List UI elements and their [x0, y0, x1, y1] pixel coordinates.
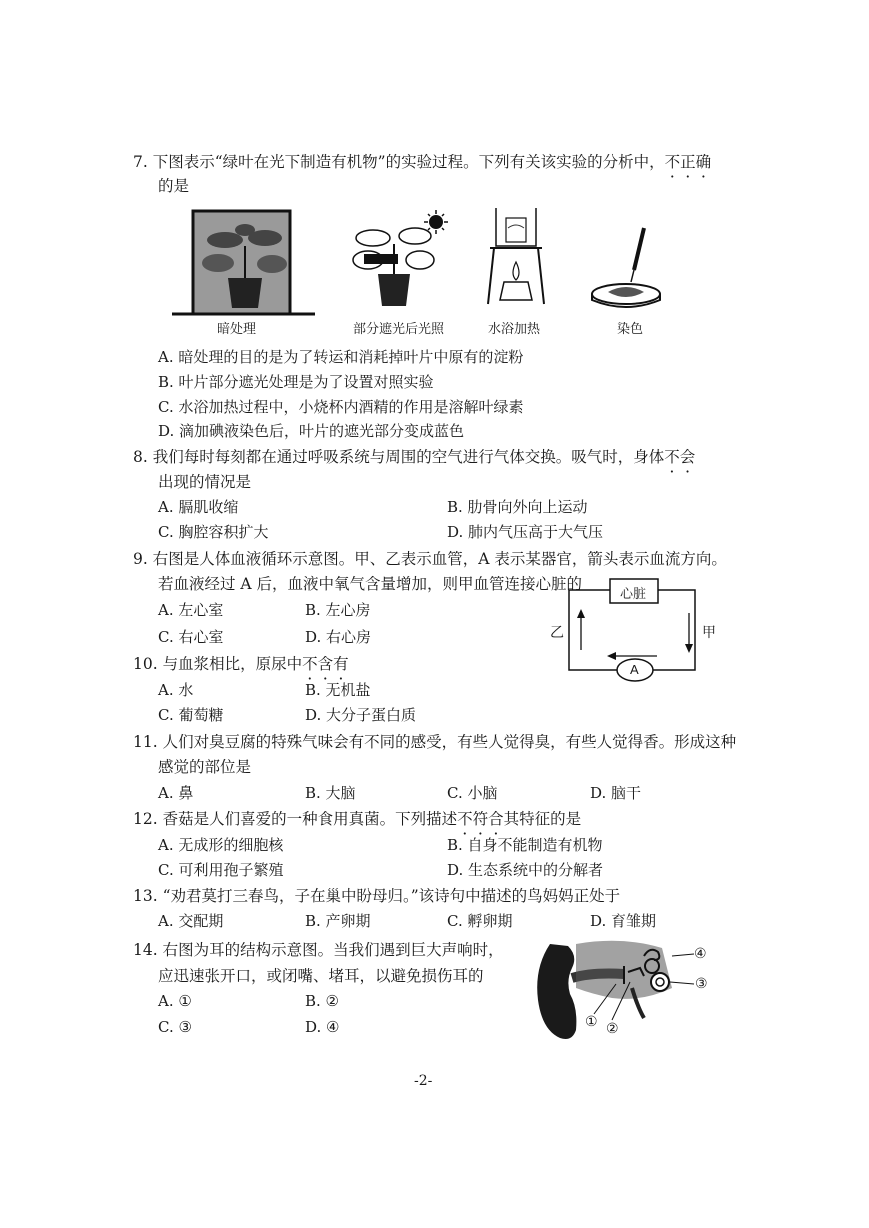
caption-partial-shading: 部分遮光后光照	[353, 322, 445, 337]
q11-option-a: A. 鼻	[158, 784, 194, 802]
ear-label-2: ②	[606, 1021, 619, 1037]
q10-option-b: B. 无机盐	[305, 681, 371, 699]
q9-option-a: A. 左心室	[158, 601, 224, 619]
q7-option-b: B. 叶片部分遮光处理是为了设置对照实验	[158, 373, 434, 391]
q11-option-b: B. 大脑	[305, 784, 356, 802]
q7-option-c: C. 水浴加热过程中，小烧杯内酒精的作用是溶解叶绿素	[158, 398, 524, 416]
q12-option-d: D. 生态系统中的分解者	[447, 861, 604, 879]
ear-label-4: ④	[694, 946, 707, 962]
q13-stem: 13. “劝君莫打三春鸟，子在巢中盼母归。”该诗句中描述的鸟妈妈正处于	[133, 887, 621, 905]
q10-stem: 10. 与血浆相比，原尿中不含有	[133, 655, 349, 673]
ear-label-3: ③	[695, 976, 708, 992]
q9-stem-2: 若血液经过 A 后，血液中氧气含量增加，则甲血管连接心脏的	[158, 575, 583, 593]
q8-option-c: C. 胸腔容积扩大	[158, 523, 269, 541]
q7-stem-2: 的是	[158, 177, 190, 195]
page-number: -2-	[414, 1073, 433, 1089]
partial-shading-figure	[338, 208, 458, 313]
q11-stem: 11. 人们对臭豆腐的特殊气味会有不同的感受，有些人觉得臭，有些人觉得香。形成这种	[133, 733, 737, 751]
dark-treatment-figure	[170, 208, 320, 318]
ear-structure-figure	[532, 938, 720, 1042]
q10-option-a: A. 水	[158, 681, 194, 699]
q13-option-a: A. 交配期	[158, 912, 224, 930]
caption-staining: 染色	[617, 322, 644, 337]
q14-option-c: C. ③	[158, 1018, 192, 1036]
q13-option-b: B. 产卵期	[305, 912, 371, 930]
q9-stem: 9. 右图是人体血液循环示意图。甲、乙表示血管，A 表示某器官，箭头表示血流方向。	[133, 550, 727, 568]
q13-option-d: D. 育雏期	[590, 912, 657, 930]
q7-option-d: D. 滴加碘液染色后，叶片的遮光部分变成蓝色	[158, 422, 465, 440]
heart-label: 心脏	[620, 587, 647, 602]
q11-stem-2: 感觉的部位是	[158, 758, 252, 776]
organ-a-label: A	[630, 662, 639, 677]
q12-stem: 12. 香菇是人们喜爱的一种食用真菌。下列描述不符合其特征的是	[133, 810, 582, 828]
staining-figure	[588, 224, 668, 309]
q12-option-a: A. 无成形的细胞核	[158, 836, 284, 854]
q10-option-c: C. 葡萄糖	[158, 706, 224, 724]
q13-option-c: C. 孵卵期	[447, 912, 513, 930]
q12-option-b: B. 自身不能制造有机物	[447, 836, 603, 854]
q7-option-a: A. 暗处理的目的是为了转运和消耗掉叶片中原有的淀粉	[158, 348, 524, 366]
ear-label-1: ①	[585, 1014, 598, 1030]
caption-water-bath: 水浴加热	[488, 322, 541, 337]
q14-option-b: B. ②	[305, 992, 340, 1010]
q14-stem-2: 应迅速张开口，或闭嘴、堵耳，以避免损伤耳的	[158, 967, 484, 985]
q9-option-d: D. 右心房	[305, 628, 372, 646]
vessel-yi-label: 乙	[550, 625, 564, 641]
q12-option-c: C. 可利用孢子繁殖	[158, 861, 284, 879]
q8-stem: 8. 我们每时每刻都在通过呼吸系统与周围的空气进行气体交换。吸气时，身体不会	[133, 448, 696, 466]
q10-option-d: D. 大分子蛋白质	[305, 706, 417, 724]
q11-option-c: C. 小脑	[447, 784, 498, 802]
water-bath-figure	[486, 200, 546, 310]
q14-stem: 14. 右图为耳的结构示意图。当我们遇到巨大声响时，	[133, 941, 504, 959]
q8-option-a: A. 膈肌收缩	[158, 498, 239, 516]
vessel-jia-label: 甲	[702, 625, 716, 641]
q8-stem-2: 出现的情况是	[158, 473, 252, 491]
q14-option-d: D. ④	[305, 1018, 340, 1036]
q8-option-b: B. 肋骨向外向上运动	[447, 498, 588, 516]
q7-stem: 7. 下图表示“绿叶在光下制造有机物”的实验过程。下列有关该实验的分析中，不正确	[133, 153, 712, 171]
q11-option-d: D. 脑干	[590, 784, 642, 802]
caption-dark-treatment: 暗处理	[217, 322, 257, 337]
q8-option-d: D. 肺内气压高于大气压	[447, 523, 604, 541]
q9-option-c: C. 右心室	[158, 628, 224, 646]
q14-option-a: A. ①	[158, 992, 192, 1010]
q9-option-b: B. 左心房	[305, 601, 371, 619]
